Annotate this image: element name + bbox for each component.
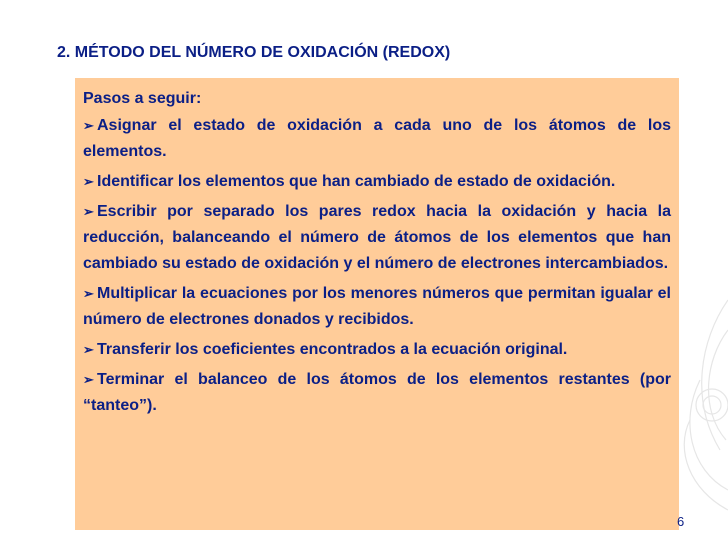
arrow-right-icon: ➢ bbox=[83, 118, 94, 133]
arrow-right-icon: ➢ bbox=[83, 342, 94, 357]
arrow-right-icon: ➢ bbox=[83, 204, 94, 219]
arrow-right-icon: ➢ bbox=[83, 174, 94, 189]
page-number: 6 bbox=[677, 514, 685, 529]
step-item bbox=[83, 113, 671, 165]
arrow-right-icon: ➢ bbox=[83, 286, 94, 301]
step-item bbox=[83, 169, 671, 195]
step-item bbox=[83, 281, 671, 333]
step-item bbox=[83, 367, 671, 419]
steps-box bbox=[75, 78, 679, 530]
steps-intro: Pasos a seguir: bbox=[83, 90, 202, 107]
step-text: Terminar el balanceo de los átomos de los elementos restantes (por “tanteo”). bbox=[83, 371, 671, 414]
step-text: Escribir por separado los pares redox hacia la oxidación y hacia la reducción, balanceando el número de átomos de los elementos que han cambiado su estado de oxidación y el número de electrones intercambiados. bbox=[83, 203, 671, 272]
step-text: Identificar los elementos que han cambiado de estado de oxidación. bbox=[97, 173, 616, 190]
slide-title: 2. MÉTODO DEL NÚMERO DE OXIDACIÓN (REDOX) bbox=[57, 44, 451, 61]
step-item bbox=[83, 337, 671, 363]
arrow-right-icon: ➢ bbox=[83, 372, 94, 387]
step-text: Transferir los coeficientes encontrados a la ecuación original. bbox=[97, 341, 568, 358]
step-text: Asignar el estado de oxidación a cada uno de los átomos de los elementos. bbox=[83, 117, 671, 160]
step-item bbox=[83, 199, 671, 277]
step-text: Multiplicar la ecuaciones por los menores números que permitan igualar el número de electrones donados y recibidos. bbox=[83, 285, 671, 328]
